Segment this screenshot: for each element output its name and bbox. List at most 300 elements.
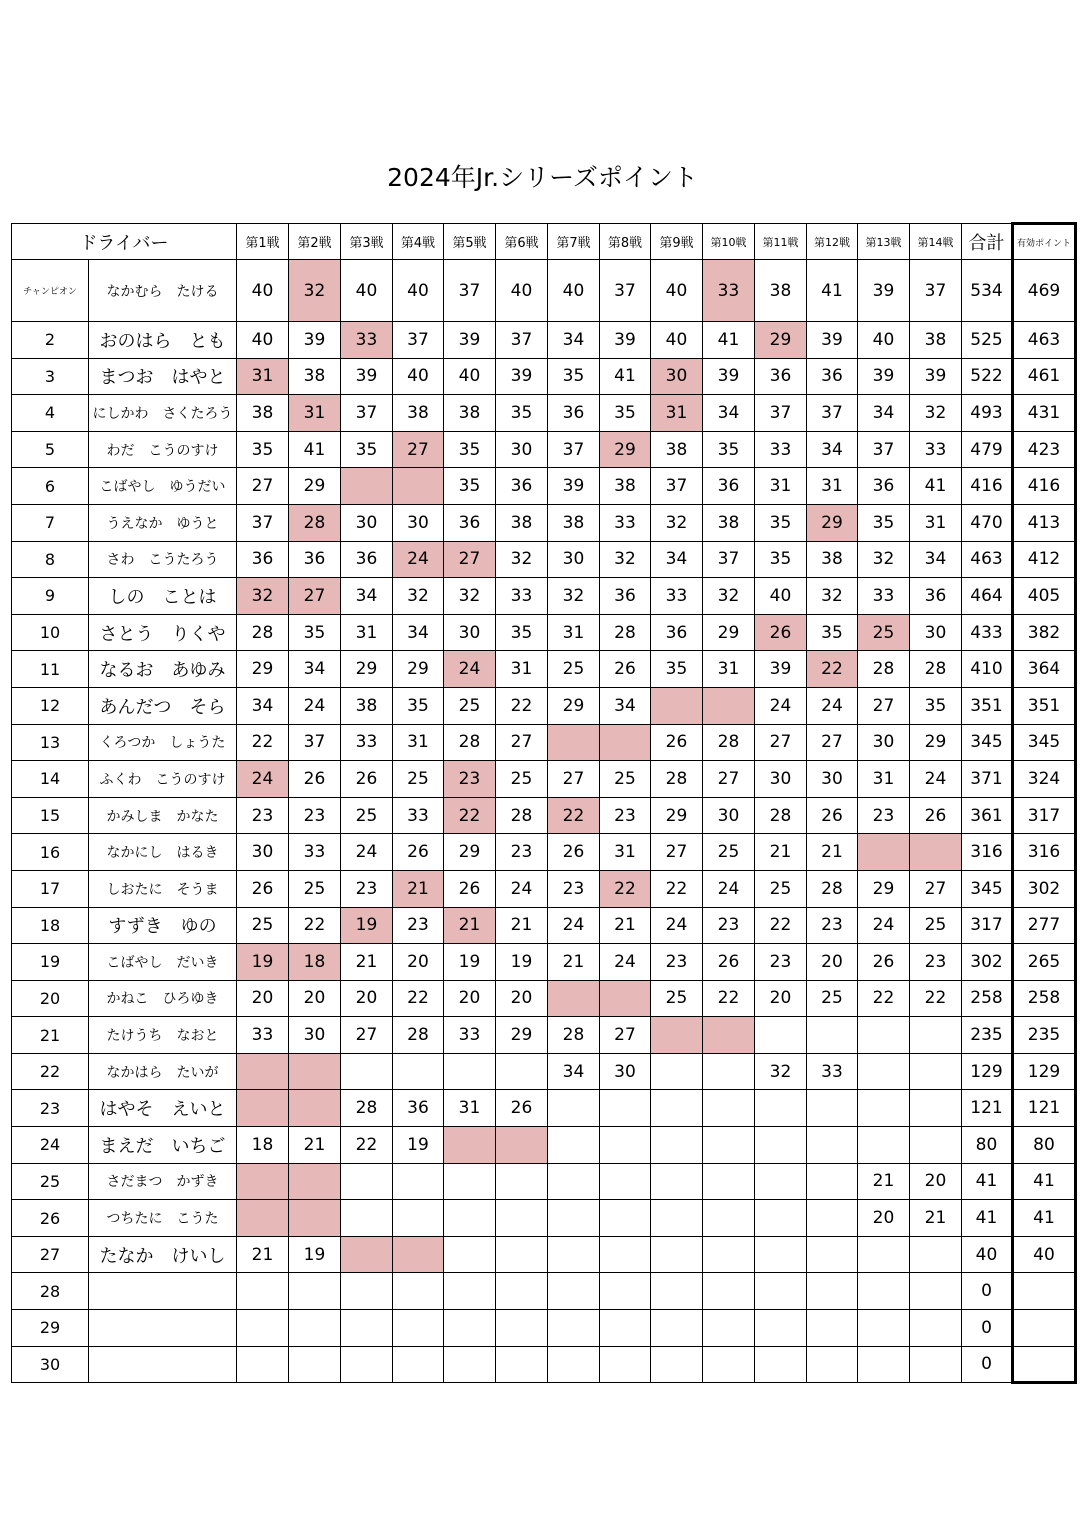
race-points-cell bbox=[703, 1346, 755, 1383]
race-points-cell: 21 bbox=[910, 1200, 962, 1237]
race-points-cell: 38 bbox=[289, 358, 341, 395]
race-points-cell: 34 bbox=[910, 541, 962, 578]
race-points-cell: 21 bbox=[341, 944, 393, 981]
race-points-cell: 23 bbox=[600, 797, 651, 834]
race-points-cell bbox=[651, 1310, 703, 1347]
effective-points-cell: 129 bbox=[1013, 1053, 1076, 1090]
race-points-cell bbox=[600, 1163, 651, 1200]
table-row bbox=[12, 614, 1076, 651]
total-points-cell: 0 bbox=[962, 1346, 1013, 1383]
total-points-cell: 522 bbox=[962, 358, 1013, 395]
race-points-cell: 32 bbox=[393, 578, 444, 615]
dropped-race-points-cell: 21 bbox=[444, 907, 496, 944]
race-points-cell: 26 bbox=[703, 944, 755, 981]
dropped-race-points-cell: 30 bbox=[651, 358, 703, 395]
race-points-cell: 23 bbox=[393, 907, 444, 944]
race-points-cell bbox=[496, 1236, 548, 1273]
position-cell: 6 bbox=[12, 468, 89, 505]
race-points-cell bbox=[444, 1163, 496, 1200]
race-points-cell: 26 bbox=[237, 870, 289, 907]
race-points-cell bbox=[341, 1163, 393, 1200]
race-points-cell bbox=[496, 1346, 548, 1383]
race-points-cell bbox=[703, 1310, 755, 1347]
race-points-cell bbox=[444, 1346, 496, 1383]
race-points-cell: 32 bbox=[600, 541, 651, 578]
race-points-cell: 22 bbox=[910, 980, 962, 1017]
race-points-cell bbox=[444, 1310, 496, 1347]
effective-points-cell: 235 bbox=[1013, 1017, 1076, 1054]
effective-points-cell: 80 bbox=[1013, 1127, 1076, 1164]
race-points-cell bbox=[910, 1236, 962, 1273]
race-points-cell: 33 bbox=[237, 1017, 289, 1054]
race-points-cell: 20 bbox=[910, 1163, 962, 1200]
position-cell: 17 bbox=[12, 870, 89, 907]
race-points-cell: 24 bbox=[548, 907, 600, 944]
race-points-cell bbox=[807, 1017, 858, 1054]
race-points-cell: 37 bbox=[237, 504, 289, 541]
table-row bbox=[12, 907, 1076, 944]
race-points-cell bbox=[910, 1346, 962, 1383]
race-points-cell: 36 bbox=[755, 358, 807, 395]
total-points-cell: 258 bbox=[962, 980, 1013, 1017]
race-points-cell bbox=[755, 1017, 807, 1054]
table-row bbox=[12, 870, 1076, 907]
dropped-race-points-cell bbox=[393, 468, 444, 505]
table-row bbox=[12, 980, 1076, 1017]
driver-name-cell: つちたに こうた bbox=[89, 1200, 237, 1237]
race-points-cell: 28 bbox=[807, 870, 858, 907]
race-points-cell bbox=[858, 1090, 910, 1127]
race-points-cell bbox=[651, 1053, 703, 1090]
position-cell: 5 bbox=[12, 431, 89, 468]
race-points-cell: 23 bbox=[910, 944, 962, 981]
race-points-cell: 25 bbox=[237, 907, 289, 944]
dropped-race-points-cell bbox=[858, 834, 910, 871]
race-points-cell bbox=[600, 1090, 651, 1127]
race-points-cell: 30 bbox=[755, 761, 807, 798]
position-cell: 8 bbox=[12, 541, 89, 578]
table-row bbox=[12, 260, 1076, 322]
race-points-cell bbox=[910, 1090, 962, 1127]
race-points-cell: 23 bbox=[858, 797, 910, 834]
race-points-cell bbox=[548, 1346, 600, 1383]
total-points-cell: 41 bbox=[962, 1163, 1013, 1200]
total-points-cell: 41 bbox=[962, 1200, 1013, 1237]
race-points-cell: 28 bbox=[444, 724, 496, 761]
race-points-cell: 22 bbox=[703, 980, 755, 1017]
race-points-cell: 36 bbox=[600, 578, 651, 615]
dropped-race-points-cell: 32 bbox=[237, 578, 289, 615]
dropped-race-points-cell: 27 bbox=[393, 431, 444, 468]
header-total: 合計 bbox=[962, 224, 1013, 260]
race-points-cell bbox=[858, 1236, 910, 1273]
dropped-race-points-cell bbox=[289, 1200, 341, 1237]
race-points-cell: 41 bbox=[703, 322, 755, 359]
race-points-cell bbox=[651, 1273, 703, 1310]
dropped-race-points-cell bbox=[703, 687, 755, 724]
effective-points-cell: 345 bbox=[1013, 724, 1076, 761]
race-points-cell bbox=[393, 1163, 444, 1200]
race-points-cell: 37 bbox=[289, 724, 341, 761]
race-points-cell bbox=[703, 1053, 755, 1090]
position-cell: 25 bbox=[12, 1163, 89, 1200]
race-points-cell: 24 bbox=[496, 870, 548, 907]
position-cell: 13 bbox=[12, 724, 89, 761]
race-points-cell: 36 bbox=[858, 468, 910, 505]
race-points-cell: 41 bbox=[600, 358, 651, 395]
effective-points-cell: 423 bbox=[1013, 431, 1076, 468]
race-points-cell: 34 bbox=[341, 578, 393, 615]
race-points-cell: 21 bbox=[548, 944, 600, 981]
position-cell: 21 bbox=[12, 1017, 89, 1054]
effective-points-cell bbox=[1013, 1310, 1076, 1347]
race-points-cell: 19 bbox=[444, 944, 496, 981]
race-points-cell: 37 bbox=[858, 431, 910, 468]
race-points-cell: 35 bbox=[910, 687, 962, 724]
race-points-cell bbox=[393, 1273, 444, 1310]
driver-name-cell: なるお あゆみ bbox=[89, 651, 237, 688]
race-points-cell: 30 bbox=[393, 504, 444, 541]
race-points-cell: 37 bbox=[496, 322, 548, 359]
race-points-cell: 21 bbox=[600, 907, 651, 944]
race-points-cell: 22 bbox=[237, 724, 289, 761]
header-race: 第5戦 bbox=[444, 224, 496, 260]
race-points-cell bbox=[703, 1273, 755, 1310]
race-points-cell bbox=[651, 1200, 703, 1237]
race-points-cell: 32 bbox=[703, 578, 755, 615]
race-points-cell: 33 bbox=[910, 431, 962, 468]
race-points-cell: 30 bbox=[341, 504, 393, 541]
race-points-cell: 27 bbox=[858, 687, 910, 724]
table-row bbox=[12, 1053, 1076, 1090]
race-points-cell bbox=[548, 1273, 600, 1310]
race-points-cell: 39 bbox=[600, 322, 651, 359]
race-points-cell bbox=[341, 1200, 393, 1237]
race-points-cell: 28 bbox=[393, 1017, 444, 1054]
race-points-cell: 25 bbox=[341, 797, 393, 834]
race-points-cell bbox=[910, 1273, 962, 1310]
race-points-cell: 33 bbox=[651, 578, 703, 615]
race-points-cell: 41 bbox=[910, 468, 962, 505]
race-points-cell: 36 bbox=[807, 358, 858, 395]
race-points-cell: 20 bbox=[807, 944, 858, 981]
race-points-cell bbox=[858, 1017, 910, 1054]
race-points-cell: 31 bbox=[910, 504, 962, 541]
race-points-cell: 24 bbox=[755, 687, 807, 724]
race-points-cell: 20 bbox=[393, 944, 444, 981]
race-points-cell: 40 bbox=[858, 322, 910, 359]
total-points-cell: 317 bbox=[962, 907, 1013, 944]
effective-points-cell bbox=[1013, 1273, 1076, 1310]
race-points-cell: 29 bbox=[341, 651, 393, 688]
driver-name-cell bbox=[89, 1273, 237, 1310]
race-points-cell bbox=[858, 1310, 910, 1347]
position-cell: 14 bbox=[12, 761, 89, 798]
race-points-cell: 27 bbox=[600, 1017, 651, 1054]
race-points-cell: 39 bbox=[341, 358, 393, 395]
race-points-cell bbox=[807, 1200, 858, 1237]
race-points-cell: 27 bbox=[548, 761, 600, 798]
race-points-cell bbox=[755, 1090, 807, 1127]
driver-name-cell: ふくわ こうのすけ bbox=[89, 761, 237, 798]
race-points-cell bbox=[289, 1346, 341, 1383]
total-points-cell: 129 bbox=[962, 1053, 1013, 1090]
race-points-cell bbox=[548, 1310, 600, 1347]
race-points-cell bbox=[651, 1163, 703, 1200]
table-row bbox=[12, 468, 1076, 505]
total-points-cell: 416 bbox=[962, 468, 1013, 505]
dropped-race-points-cell: 31 bbox=[651, 395, 703, 432]
dropped-race-points-cell: 25 bbox=[858, 614, 910, 651]
race-points-cell: 37 bbox=[600, 260, 651, 322]
race-points-cell bbox=[289, 1310, 341, 1347]
race-points-cell bbox=[651, 1090, 703, 1127]
race-points-cell bbox=[341, 1273, 393, 1310]
race-points-cell: 36 bbox=[703, 468, 755, 505]
race-points-cell: 24 bbox=[858, 907, 910, 944]
table-row bbox=[12, 834, 1076, 871]
dropped-race-points-cell: 29 bbox=[755, 322, 807, 359]
race-points-cell: 39 bbox=[703, 358, 755, 395]
header-race: 第1戦 bbox=[237, 224, 289, 260]
effective-points-cell: 317 bbox=[1013, 797, 1076, 834]
race-points-cell: 33 bbox=[496, 578, 548, 615]
race-points-cell bbox=[755, 1310, 807, 1347]
race-points-cell bbox=[600, 1236, 651, 1273]
race-points-cell: 31 bbox=[496, 651, 548, 688]
race-points-cell: 21 bbox=[496, 907, 548, 944]
race-points-cell bbox=[444, 1273, 496, 1310]
race-points-cell: 23 bbox=[755, 944, 807, 981]
race-points-cell: 32 bbox=[651, 504, 703, 541]
race-points-cell: 40 bbox=[393, 358, 444, 395]
race-points-cell: 20 bbox=[237, 980, 289, 1017]
race-points-cell: 23 bbox=[289, 797, 341, 834]
race-points-cell: 33 bbox=[600, 504, 651, 541]
dropped-race-points-cell: 19 bbox=[341, 907, 393, 944]
race-points-cell: 19 bbox=[393, 1127, 444, 1164]
race-points-cell: 40 bbox=[237, 260, 289, 322]
race-points-cell: 31 bbox=[755, 468, 807, 505]
race-points-cell: 37 bbox=[548, 431, 600, 468]
race-points-cell: 39 bbox=[496, 358, 548, 395]
race-points-cell: 24 bbox=[651, 907, 703, 944]
race-points-cell: 26 bbox=[858, 944, 910, 981]
race-points-cell: 39 bbox=[858, 260, 910, 322]
table-row bbox=[12, 651, 1076, 688]
race-points-cell: 23 bbox=[703, 907, 755, 944]
race-points-cell: 25 bbox=[703, 834, 755, 871]
race-points-cell: 25 bbox=[289, 870, 341, 907]
race-points-cell: 31 bbox=[858, 761, 910, 798]
race-points-cell: 39 bbox=[807, 322, 858, 359]
total-points-cell: 463 bbox=[962, 541, 1013, 578]
race-points-cell: 35 bbox=[393, 687, 444, 724]
race-points-cell: 35 bbox=[289, 614, 341, 651]
driver-name-cell: まえだ いちご bbox=[89, 1127, 237, 1164]
race-points-cell: 32 bbox=[496, 541, 548, 578]
race-points-cell: 23 bbox=[237, 797, 289, 834]
dropped-race-points-cell bbox=[600, 980, 651, 1017]
race-points-cell bbox=[858, 1053, 910, 1090]
table-row bbox=[12, 358, 1076, 395]
race-points-cell: 25 bbox=[548, 651, 600, 688]
race-points-cell bbox=[496, 1053, 548, 1090]
header-race: 第10戦 bbox=[703, 224, 755, 260]
table-row bbox=[12, 431, 1076, 468]
driver-name-cell: なかはら たいが bbox=[89, 1053, 237, 1090]
position-cell: 9 bbox=[12, 578, 89, 615]
effective-points-cell: 277 bbox=[1013, 907, 1076, 944]
race-points-cell bbox=[703, 1236, 755, 1273]
standings-body bbox=[12, 260, 1076, 1383]
race-points-cell: 27 bbox=[807, 724, 858, 761]
driver-name-cell: さだまつ かずき bbox=[89, 1163, 237, 1200]
header-race: 第3戦 bbox=[341, 224, 393, 260]
dropped-race-points-cell: 32 bbox=[289, 260, 341, 322]
race-points-cell: 38 bbox=[600, 468, 651, 505]
position-cell: 7 bbox=[12, 504, 89, 541]
race-points-cell: 34 bbox=[807, 431, 858, 468]
race-points-cell: 35 bbox=[341, 431, 393, 468]
driver-name-cell bbox=[89, 1346, 237, 1383]
race-points-cell: 33 bbox=[858, 578, 910, 615]
dropped-race-points-cell: 31 bbox=[237, 358, 289, 395]
race-points-cell: 36 bbox=[910, 578, 962, 615]
table-row bbox=[12, 1017, 1076, 1054]
driver-name-cell: かねこ ひろゆき bbox=[89, 980, 237, 1017]
page-title: 2024年Jr.シリーズポイント bbox=[387, 163, 698, 192]
header-effective-points: 有効ポイント bbox=[1013, 224, 1076, 260]
effective-points-cell: 469 bbox=[1013, 260, 1076, 322]
race-points-cell: 30 bbox=[910, 614, 962, 651]
dropped-race-points-cell bbox=[289, 1090, 341, 1127]
driver-name-cell: かみしま かなた bbox=[89, 797, 237, 834]
effective-points-cell: 463 bbox=[1013, 322, 1076, 359]
race-points-cell: 36 bbox=[341, 541, 393, 578]
race-points-cell bbox=[910, 1017, 962, 1054]
race-points-cell: 26 bbox=[807, 797, 858, 834]
race-points-cell bbox=[393, 1346, 444, 1383]
total-points-cell: 40 bbox=[962, 1236, 1013, 1273]
race-points-cell: 36 bbox=[444, 504, 496, 541]
driver-name-cell: なかむら たける bbox=[89, 260, 237, 322]
race-points-cell bbox=[237, 1273, 289, 1310]
header-race: 第13戦 bbox=[858, 224, 910, 260]
race-points-cell bbox=[910, 1310, 962, 1347]
race-points-cell bbox=[651, 1236, 703, 1273]
dropped-race-points-cell bbox=[910, 834, 962, 871]
race-points-cell: 23 bbox=[651, 944, 703, 981]
race-points-cell: 35 bbox=[496, 395, 548, 432]
header-race: 第6戦 bbox=[496, 224, 548, 260]
race-points-cell: 38 bbox=[393, 395, 444, 432]
race-points-cell: 19 bbox=[289, 1236, 341, 1273]
race-points-cell: 35 bbox=[651, 651, 703, 688]
table-row bbox=[12, 322, 1076, 359]
race-points-cell bbox=[755, 1127, 807, 1164]
race-points-cell: 23 bbox=[341, 870, 393, 907]
race-points-cell: 22 bbox=[755, 907, 807, 944]
effective-points-cell: 316 bbox=[1013, 834, 1076, 871]
position-cell: 16 bbox=[12, 834, 89, 871]
race-points-cell: 38 bbox=[444, 395, 496, 432]
race-points-cell: 37 bbox=[807, 395, 858, 432]
total-points-cell: 0 bbox=[962, 1273, 1013, 1310]
race-points-cell: 30 bbox=[807, 761, 858, 798]
race-points-cell bbox=[703, 1127, 755, 1164]
race-points-cell: 26 bbox=[341, 761, 393, 798]
dropped-race-points-cell bbox=[548, 724, 600, 761]
race-points-cell bbox=[444, 1236, 496, 1273]
race-points-cell: 38 bbox=[755, 260, 807, 322]
position-cell: 2 bbox=[12, 322, 89, 359]
race-points-cell: 29 bbox=[444, 834, 496, 871]
race-points-cell: 21 bbox=[289, 1127, 341, 1164]
race-points-cell bbox=[807, 1163, 858, 1200]
driver-name-cell: まつお はやと bbox=[89, 358, 237, 395]
effective-points-cell: 41 bbox=[1013, 1163, 1076, 1200]
table-row bbox=[12, 1090, 1076, 1127]
race-points-cell: 28 bbox=[703, 724, 755, 761]
race-points-cell: 38 bbox=[703, 504, 755, 541]
dropped-race-points-cell: 31 bbox=[289, 395, 341, 432]
total-points-cell: 345 bbox=[962, 724, 1013, 761]
race-points-cell bbox=[755, 1200, 807, 1237]
dropped-race-points-cell bbox=[496, 1127, 548, 1164]
race-points-cell bbox=[393, 1053, 444, 1090]
dropped-race-points-cell bbox=[289, 1163, 341, 1200]
dropped-race-points-cell bbox=[651, 1017, 703, 1054]
race-points-cell: 25 bbox=[496, 761, 548, 798]
effective-points-cell: 351 bbox=[1013, 687, 1076, 724]
race-points-cell: 34 bbox=[289, 651, 341, 688]
driver-name-cell: うえなか ゆうと bbox=[89, 504, 237, 541]
race-points-cell bbox=[600, 1127, 651, 1164]
dropped-race-points-cell: 27 bbox=[444, 541, 496, 578]
race-points-cell: 34 bbox=[651, 541, 703, 578]
driver-name-cell: にしかわ さくたろう bbox=[89, 395, 237, 432]
race-points-cell: 20 bbox=[341, 980, 393, 1017]
race-points-cell: 34 bbox=[600, 687, 651, 724]
total-points-cell: 525 bbox=[962, 322, 1013, 359]
total-points-cell: 534 bbox=[962, 260, 1013, 322]
race-points-cell: 35 bbox=[496, 614, 548, 651]
race-points-cell: 30 bbox=[548, 541, 600, 578]
race-points-cell bbox=[651, 1346, 703, 1383]
race-points-cell bbox=[755, 1163, 807, 1200]
dropped-race-points-cell: 27 bbox=[289, 578, 341, 615]
race-points-cell: 22 bbox=[496, 687, 548, 724]
race-points-cell: 30 bbox=[703, 797, 755, 834]
table-row bbox=[12, 504, 1076, 541]
race-points-cell: 26 bbox=[393, 834, 444, 871]
position-cell: 27 bbox=[12, 1236, 89, 1273]
race-points-cell: 39 bbox=[858, 358, 910, 395]
race-points-cell: 20 bbox=[496, 980, 548, 1017]
race-points-cell: 39 bbox=[444, 322, 496, 359]
dropped-race-points-cell bbox=[289, 1053, 341, 1090]
dropped-race-points-cell bbox=[341, 1236, 393, 1273]
race-points-cell: 22 bbox=[651, 870, 703, 907]
race-points-cell: 35 bbox=[807, 614, 858, 651]
race-points-cell: 27 bbox=[755, 724, 807, 761]
race-points-cell: 38 bbox=[651, 431, 703, 468]
race-points-cell: 35 bbox=[703, 431, 755, 468]
effective-points-cell: 364 bbox=[1013, 651, 1076, 688]
race-points-cell: 21 bbox=[858, 1163, 910, 1200]
race-points-cell: 37 bbox=[651, 468, 703, 505]
